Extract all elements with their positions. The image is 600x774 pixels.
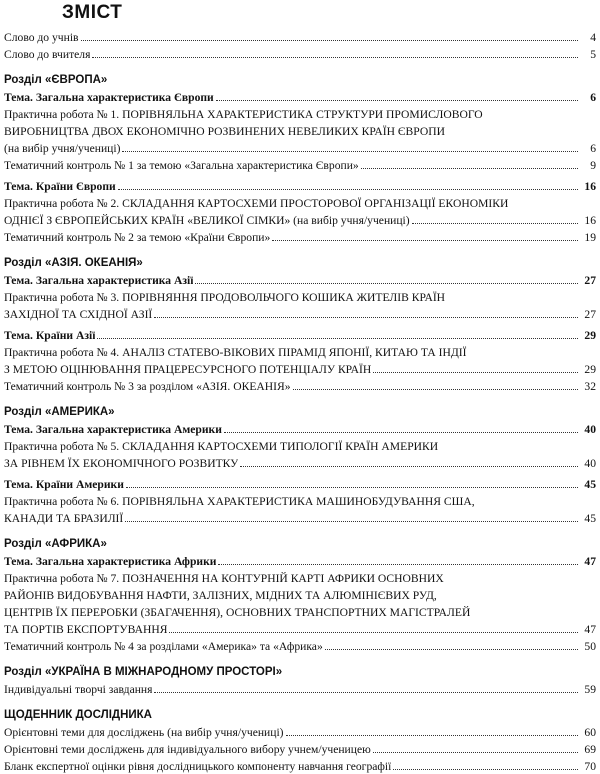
topic-entry[interactable] [4, 271, 596, 288]
practical-work-entry-line-text: РАЙОНІВ ВИДОБУВАННЯ НАФТИ, ЗАЛІЗНИХ, МІДНИХ ТА АЛЮМІНІЄВИХ РУД, [4, 589, 437, 602]
dot-leader [293, 388, 578, 390]
toc-entry[interactable] [4, 156, 596, 173]
practical-work-entry[interactable] [4, 492, 596, 526]
page-number: 50 [584, 640, 596, 653]
toc-entry[interactable] [4, 28, 596, 45]
practical-work-entry-line [4, 509, 596, 526]
practical-work-entry-line-text: З МЕТОЮ ОЦІНЮВАННЯ ПРАЦЕРЕСУРСНОГО ПОТЕНЦІАЛУ КРАЇН [4, 363, 372, 376]
dot-leader [122, 150, 578, 152]
page-number: 32 [584, 380, 596, 393]
dot-leader [92, 56, 578, 58]
dot-leader [286, 734, 578, 736]
topic-entry-text: Тема. Країни Америки [4, 478, 124, 491]
page-number: 45 [584, 512, 596, 525]
practical-work-entry-line-text: Практична робота № 3. ПОРІВНЯННЯ ПРОДОВОЛЬЧОГО КОШИКА ЖИТЕЛІВ КРАЇН [4, 291, 446, 304]
dot-leader [154, 691, 578, 693]
practical-work-entry-line-text: Практична робота № 5. СКЛАДАННЯ КАРТОСХЕМИ ТИПОЛОГІЇ КРАЇН АМЕРИКИ [4, 440, 439, 453]
toc-entry[interactable] [4, 680, 596, 697]
topic-entry-text: Тема. Загальна характеристика Африки [4, 555, 217, 568]
practical-work-entry-line [4, 586, 596, 603]
page-number: 59 [584, 683, 596, 696]
spacer [4, 394, 596, 403]
page-number: 60 [584, 726, 596, 739]
practical-work-entry-line [4, 211, 596, 228]
dot-leader [272, 239, 578, 241]
dot-leader [393, 768, 578, 770]
spacer [4, 245, 596, 254]
section-heading: Розділ «АФРИКА» [4, 538, 107, 550]
spacer [4, 697, 596, 706]
topic-entry[interactable] [4, 177, 596, 194]
page-number: 16 [584, 180, 596, 193]
page-number: 19 [584, 231, 596, 244]
dot-leader [154, 316, 578, 318]
practical-work-entry[interactable] [4, 569, 596, 637]
table-of-contents [4, 24, 596, 774]
practical-work-entry-line [4, 343, 596, 360]
dot-leader [216, 99, 578, 101]
toc-entry[interactable] [4, 377, 596, 394]
practical-work-entry-line [4, 492, 596, 509]
toc-entry-text: Тематичний контроль № 1 за темою «Загальна характеристика Європи» [4, 159, 359, 172]
toc-entry-text: Індивідуальні творчі завдання [4, 683, 153, 696]
topic-entry[interactable] [4, 88, 596, 105]
topic-entry-text: Тема. Загальна характеристика Європи [4, 91, 214, 104]
practical-work-entry-line-text: ЗАХІДНОЇ ТА СХІДНОЇ АЗІЇ [4, 308, 153, 321]
spacer [4, 526, 596, 535]
section-heading: Розділ «АЗІЯ. ОКЕАНІЯ» [4, 257, 143, 269]
practical-work-entry-line [4, 139, 596, 156]
dot-leader [373, 371, 578, 373]
practical-work-entry-line-text: (на вибір учня/учениці) [4, 142, 121, 155]
practical-work-entry-line-text: ВИРОБНИЦТВА ДВОХ ЕКОНОМІЧНО РОЗВИНЕНИХ НЕВЕЛИКИХ КРАЇН ЄВРОПИ [4, 125, 445, 138]
practical-work-entry[interactable] [4, 437, 596, 471]
practical-work-entry-line [4, 620, 596, 637]
dot-leader [118, 188, 578, 190]
dot-leader [373, 751, 578, 753]
practical-work-entry-line [4, 122, 596, 139]
page-number: 6 [590, 142, 596, 155]
dot-leader [97, 337, 578, 339]
toc-entry-text: Тематичний контроль № 2 за темою «Країни Європи» [4, 231, 271, 244]
practical-work-entry[interactable] [4, 288, 596, 322]
practical-work-entry-line-text: Практична робота № 4. АНАЛІЗ СТАТЕВО-ВІКОВИХ ПІРАМІД ЯПОНІЇ, КИТАЮ ТА ІНДІЇ [4, 346, 467, 359]
practical-work-entry-line-text: ТА ПОРТІВ ЕКСПОРТУВАННЯ [4, 623, 168, 636]
page-number: 27 [584, 274, 596, 287]
page-number: 45 [584, 478, 596, 491]
dot-leader [325, 648, 578, 650]
diary-entry-text: Орієнтовні теми досліджень для індивідуального вибору учнем/ученицею [4, 743, 371, 756]
practical-work-entry-line [4, 360, 596, 377]
diary-entry[interactable] [4, 723, 596, 740]
toc-entry-text: Тематичний контроль № 4 за розділами «Америка» та «Африка» [4, 640, 323, 653]
topic-entry-text: Тема. Загальна характеристика Азії [4, 274, 194, 287]
dot-leader [412, 222, 578, 224]
practical-work-entry-line-text: Практична робота № 7. ПОЗНАЧЕННЯ НА КОНТУРНІЙ КАРТІ АФРИКИ ОСНОВНИХ [4, 572, 444, 585]
dot-leader [195, 282, 578, 284]
spacer [4, 62, 596, 71]
practical-work-entry-line-text: Практична робота № 1. ПОРІВНЯЛЬНА ХАРАКТЕРИСТИКА СТРУКТУРИ ПРОМИСЛОВОГО [4, 108, 483, 121]
practical-work-entry-line-text: ЗА РІВНЕМ ЇХ ЕКОНОМІЧНОГО РОЗВИТКУ [4, 457, 239, 470]
page-number: 70 [584, 760, 596, 773]
dot-leader [361, 167, 578, 169]
practical-work-entry-line-text: ОДНІЄЇ З ЄВРОПЕЙСЬКИХ КРАЇН «ВЕЛИКОЇ СІМКИ» (на вибір учня/учениці) [4, 214, 410, 227]
diary-entry[interactable] [4, 757, 596, 774]
page-number: 47 [584, 555, 596, 568]
practical-work-entry-line-text: Практична робота № 2. СКЛАДАННЯ КАРТОСХЕМИ ПРОСТОРОВОЇ ОРГАНІЗАЦІЇ ЕКОНОМІКИ [4, 197, 509, 210]
toc-entry[interactable] [4, 228, 596, 245]
diary-heading: ЩОДЕННИК ДОСЛІДНИКА [4, 709, 152, 721]
topic-entry[interactable] [4, 420, 596, 437]
page-number: 29 [584, 329, 596, 342]
page-number: 40 [584, 457, 596, 470]
practical-work-entry-line [4, 437, 596, 454]
topic-entry-text: Тема. Країни Європи [4, 180, 116, 193]
practical-work-entry-line-text: Практична робота № 6. ПОРІВНЯЛЬНА ХАРАКТЕРИСТИКА МАШИНОБУДУВАННЯ США, [4, 495, 475, 508]
topic-entry[interactable] [4, 552, 596, 569]
diary-entry-text: Бланк експертної оцінки рівня дослідницького компоненту навчання географії [4, 760, 392, 773]
practical-work-entry-line [4, 105, 596, 122]
practical-work-entry-line [4, 454, 596, 471]
practical-work-entry[interactable] [4, 194, 596, 228]
page-number: 16 [584, 214, 596, 227]
page-number: 69 [584, 743, 596, 756]
toc-entry-text: Тематичний контроль № 3 за розділом «АЗІЯ. ОКЕАНІЯ» [4, 380, 291, 393]
practical-work-entry-line [4, 603, 596, 620]
toc-entry-text: Слово до вчителя [4, 48, 91, 61]
topic-entry-text: Тема. Загальна характеристика Америки [4, 423, 222, 436]
dot-leader [125, 520, 578, 522]
practical-work-entry[interactable] [4, 343, 596, 377]
practical-work-entry-line [4, 305, 596, 322]
section-heading: Розділ «АМЕРИКА» [4, 406, 115, 418]
page-number: 29 [584, 363, 596, 376]
spacer [4, 654, 596, 663]
dot-leader [126, 486, 578, 488]
practical-work-entry-line [4, 288, 596, 305]
practical-work-entry-line [4, 569, 596, 586]
diary-entry[interactable] [4, 740, 596, 757]
topic-entry-text: Тема. Країни Азії [4, 329, 96, 342]
page-title: ЗМІСТ [62, 2, 123, 23]
practical-work-entry-line [4, 194, 596, 211]
toc-entry[interactable] [4, 45, 596, 62]
practical-work-entry-line-text: КАНАДИ ТА БРАЗИЛІЇ [4, 512, 124, 525]
dot-leader [81, 39, 578, 41]
page-number: 47 [584, 623, 596, 636]
page-number: 6 [590, 91, 596, 104]
section-heading: Розділ «ЄВРОПА» [4, 74, 108, 86]
page-number: 9 [590, 159, 596, 172]
topic-entry[interactable] [4, 326, 596, 343]
dot-leader [224, 431, 578, 433]
page-number: 40 [584, 423, 596, 436]
topic-entry[interactable] [4, 475, 596, 492]
dot-leader [218, 563, 578, 565]
dot-leader [169, 631, 578, 633]
page-number: 5 [590, 48, 596, 61]
section-heading: Розділ «УКРАЇНА В МІЖНАРОДНОМУ ПРОСТОРІ» [4, 666, 283, 678]
page-number: 27 [584, 308, 596, 321]
practical-work-entry-line-text: ЦЕНТРІВ ЇХ ПЕРЕРОБКИ (ЗБАГАЧЕННЯ), ОСНОВНИХ ТРАНСПОРТНИХ МАГІСТРАЛЕЙ [4, 606, 471, 619]
toc-entry-text: Слово до учнів [4, 31, 79, 44]
practical-work-entry[interactable] [4, 105, 596, 156]
dot-leader [240, 465, 578, 467]
diary-entry-text: Орієнтовні теми для досліджень (на вибір учня/учениці) [4, 726, 284, 739]
page-number: 4 [590, 31, 596, 44]
toc-entry[interactable] [4, 637, 596, 654]
